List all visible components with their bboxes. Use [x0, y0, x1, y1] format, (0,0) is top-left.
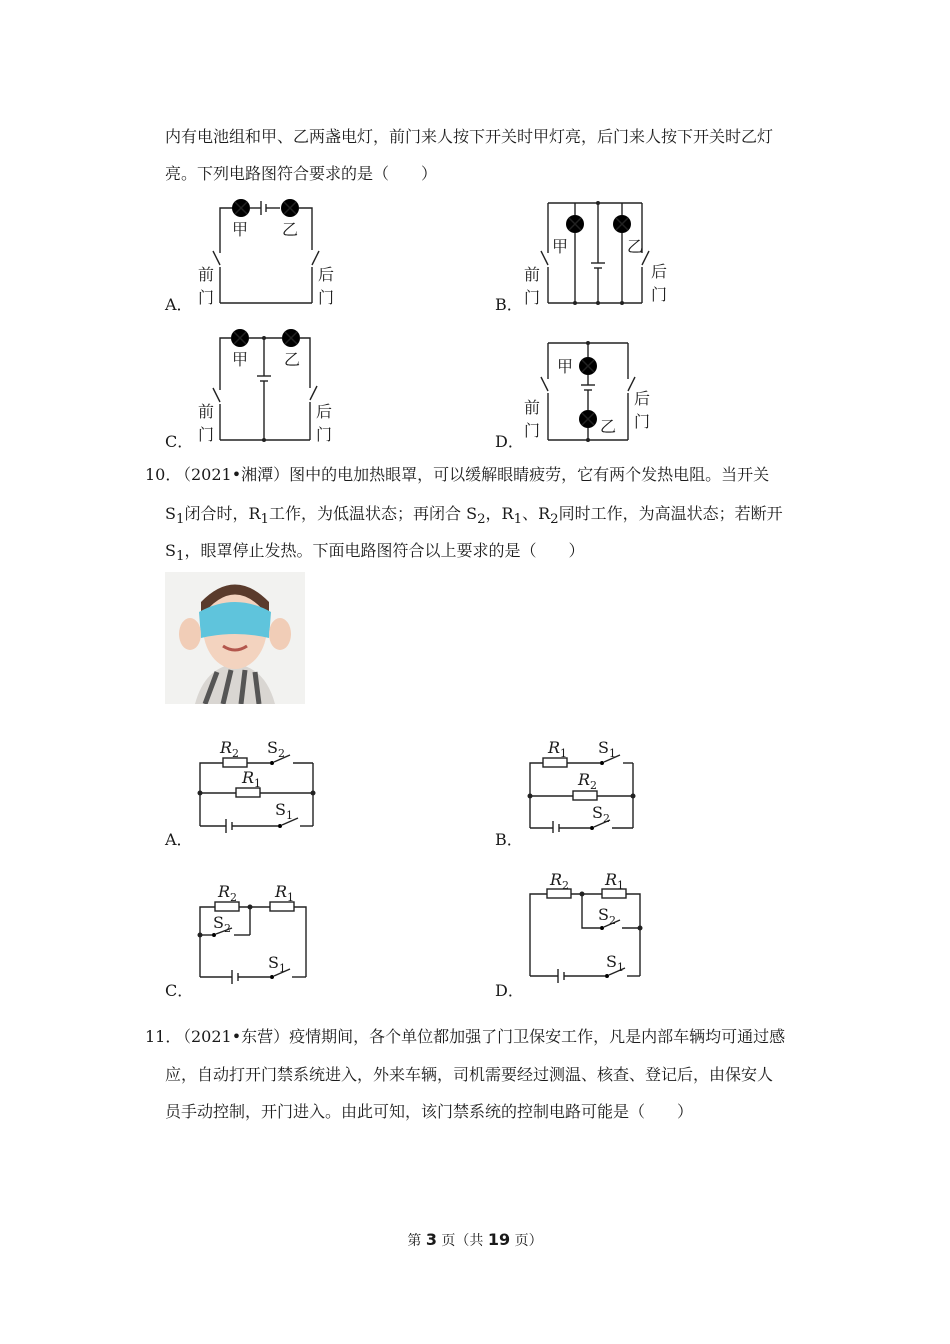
q10-option-d-label: D． — [495, 981, 524, 1000]
switch-label: 门 — [524, 288, 541, 307]
q10-number: 10． — [145, 465, 182, 484]
switch-label: 门 — [198, 288, 215, 307]
lamp-label: 甲 — [232, 220, 249, 239]
q9-option-d-label: D． — [495, 432, 524, 451]
switch-label: 后 — [651, 262, 668, 281]
q11-text-line1: （2021•东营）疫情期间，各个单位都加强了门卫保安工作，凡是内部车辆均可通过感 — [175, 1027, 786, 1046]
q9-option-a-label: A． — [165, 295, 193, 314]
q9-text-line2: 亮。下列电路图符合要求的是（ ） — [165, 164, 438, 183]
switch-label: 门 — [198, 425, 215, 444]
switch-label: 门 — [524, 421, 541, 440]
lamp-label: 乙 — [284, 350, 301, 369]
lamp-label: 甲 — [557, 357, 574, 376]
eye-mask-photo — [165, 572, 305, 704]
switch-label: 后 — [318, 265, 335, 284]
page-number: 3 — [425, 1230, 437, 1249]
lamp-label: 甲 — [232, 350, 249, 369]
q9-text-line1: 内有电池组和甲、乙两盏电灯，前门来人按下开关时甲灯亮，后门来人按下开关时乙灯 — [165, 127, 774, 146]
lamp-label: 乙 — [282, 220, 299, 239]
lamp-label: 乙 — [627, 237, 644, 256]
switch-label: 门 — [651, 285, 668, 304]
switch-label: 前 — [198, 402, 215, 421]
switch-label: 门 — [316, 425, 333, 444]
q10-circuit-d — [520, 880, 655, 985]
switch-label: 前 — [524, 398, 541, 417]
q10-text-line2: $S_1$闭合时，$R_1$工作，为低温状态；再闭合 $S_2$，$R_1$、$R_2$同时工作，为高温状态；若断开 — [165, 504, 783, 528]
q10-option-a-label: A． — [165, 830, 193, 849]
switch-label: 前 — [524, 265, 541, 284]
q10-text-line1: （2021•湘潭）图中的电加热眼罩，可以缓解眼睛疲劳，它有两个发热电阻。当开关 — [175, 465, 770, 484]
q10-circuit-c — [190, 885, 325, 985]
page-footer: 第 3 页（共 19 页） — [407, 1230, 543, 1249]
q11-number: 11． — [145, 1027, 182, 1046]
total-pages: 19 — [487, 1230, 511, 1249]
q11-text-line3: 员手动控制，开门进入。由此可知，该门禁系统的控制电路可能是（ ） — [165, 1102, 694, 1121]
q10-option-c-label: C． — [165, 981, 194, 1000]
lamp-label: 甲 — [552, 237, 569, 256]
switch-label: 后 — [634, 389, 651, 408]
switch-label: 门 — [318, 288, 335, 307]
switch-label: 后 — [316, 402, 333, 421]
q10-option-b-label: B． — [495, 830, 523, 849]
lamp-label: 乙 — [600, 417, 617, 436]
switch-label: 门 — [634, 412, 651, 431]
q11-text-line2: 应，自动打开门禁系统进入，外来车辆，司机需要经过测温、核查、登记后，由保安人 — [165, 1065, 774, 1084]
q9-option-c-label: C． — [165, 432, 194, 451]
switch-label: 前 — [198, 265, 215, 284]
q10-text-line3: $S_1$，眼罩停止发热。下面电路图符合以上要求的是（ ） — [165, 541, 585, 565]
q9-option-b-label: B． — [495, 295, 523, 314]
